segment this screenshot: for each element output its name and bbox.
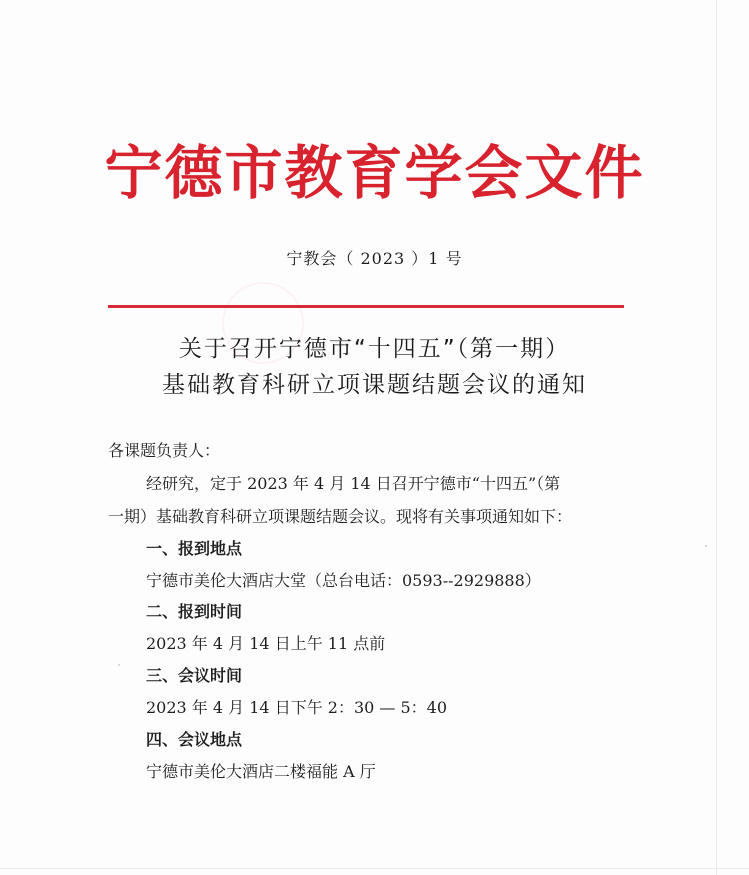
intro-paragraph-line-1: 经研究，定于 2023 年 4 月 14 日召开宁德市“十四五”（第: [146, 474, 561, 493]
section-text-meeting-time: 2023 年 4 月 14 日下午 2：30 — 5：40: [146, 698, 448, 717]
salutation: 各课题负责人：: [108, 441, 221, 460]
notice-title-line-2: 基础教育科研立项课题结题会议的通知: [162, 372, 587, 398]
red-divider-line: [108, 305, 624, 308]
section-text-registration-place: 宁德市美伦大酒店大堂（总台电话：0593--2929888）: [146, 571, 541, 590]
section-heading-registration-time: 二、报到时间: [146, 602, 243, 621]
scan-speck: [705, 545, 707, 547]
page-edge-right: [716, 0, 717, 875]
section-heading-meeting-place: 四、会议地点: [146, 730, 243, 749]
section-text-registration-time: 2023 年 4 月 14 日上午 11 点前: [146, 634, 386, 653]
notice-title-line-1: 关于召开宁德市“十四五”（第一期）: [178, 336, 571, 362]
document-number: 宁教会（ 2023 ）1 号: [286, 249, 463, 268]
section-heading-meeting-time: 三、会议时间: [146, 666, 243, 685]
section-text-meeting-place: 宁德市美伦大酒店二楼福能 A 厅: [146, 762, 376, 781]
page-edge-bottom: [0, 868, 749, 869]
section-heading-registration-place: 一、报到地点: [146, 539, 243, 558]
scan-speck: [118, 664, 120, 666]
intro-paragraph-line-2: 一期）基础教育科研立项课题结题会议。现将有关事项通知如下：: [108, 507, 573, 526]
document-masthead: 宁德市教育学会文件: [104, 139, 645, 207]
